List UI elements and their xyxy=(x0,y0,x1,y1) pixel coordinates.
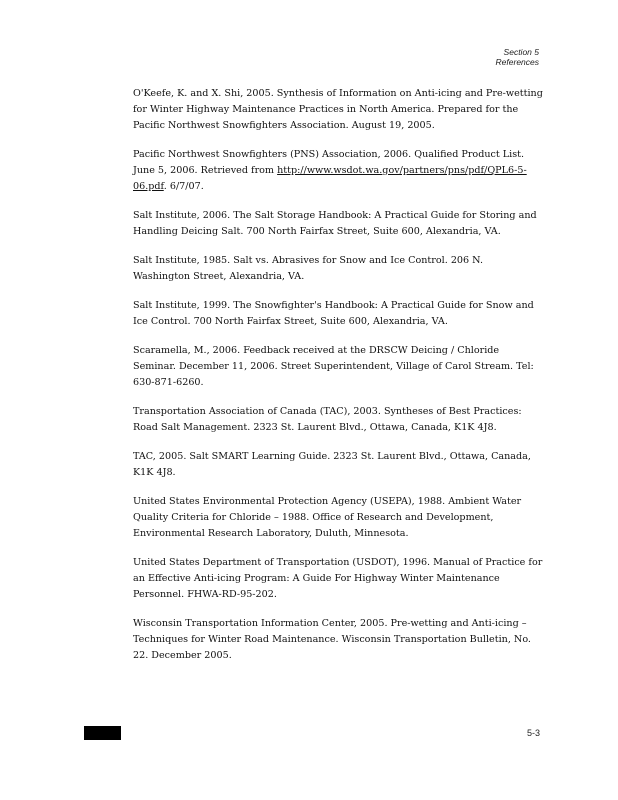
page-number: 5-3 xyxy=(526,728,540,738)
reference-item: Wisconsin Transportation Information Center, 2005. Pre-wetting and Anti-icing – Techniques for Winter Road Maintenance. Wisconsin Transportation Bulletin, No. 22. December 2005. xyxy=(133,618,531,661)
reference-item: Scaramella, M., 2006. Feedback received at the DRSCW Deicing / Chloride Seminar. December 11, 2006. Street Superintendent, Village of Carol Stream. Tel: 630-871-6260. xyxy=(133,345,534,388)
running-header xyxy=(496,47,539,67)
reference-item: Salt Institute, 1999. The Snowfighter's Handbook: A Practical Guide for Snow and Ice Control. 700 North Fairfax Street, Suite 600, Alexandria, VA. xyxy=(133,300,534,327)
header-section: Section 5 xyxy=(503,47,539,57)
reference-item: Transportation Association of Canada (TAC), 2003. Syntheses of Best Practices: Road Salt Management. 2323 St. Laurent Blvd., Ottawa, Canada, K1K 4J8. xyxy=(133,406,522,433)
reference-item: United States Environmental Protection Agency (USEPA), 1988. Ambient Water Quality Criteria for Chloride – 1988. Office of Research and Development, Environmental Research Laboratory, Duluth, Minnesota. xyxy=(133,496,522,539)
reference-item: Salt Institute, 2006. The Salt Storage Handbook: A Practical Guide for Storing and Handling Deicing Salt. 700 North Fairfax Street, Suite 600, Alexandria, VA. xyxy=(133,210,537,237)
reference-item: Salt Institute, 1985. Salt vs. Abrasives for Snow and Ice Control. 206 N. Washington Street, Alexandria, VA. xyxy=(133,255,484,282)
reference-list xyxy=(133,86,543,677)
reference-item: United States Department of Transportation (USDOT), 1996. Manual of Practice for an Effective Anti-icing Program: A Guide For Highway Winter Maintenance Personnel. FHWA-RD-95-202. xyxy=(133,557,543,600)
reference-link[interactable]: http://www.wsdot.wa.gov/partners/pns/pdf/QPL6-5-06.pdf xyxy=(133,165,527,192)
reference-item: O'Keefe, K. and X. Shi, 2005. Synthesis of Information on Anti-icing and Pre-wetting for Winter Highway Maintenance Practices in North America. Prepared for the Pacific Northwest Snowfighters Association. August 19, 2005. xyxy=(133,88,543,131)
header-title: References xyxy=(495,57,539,67)
reference-item: Pacific Northwest Snowfighters (PNS) Association, 2006. Qualified Product List. June 5, 2006. Retrieved from http://www.wsdot.wa.gov/partners/pns/pdf/QPL6-5-06.pdf. 6/7/07. xyxy=(133,149,527,192)
reference-item: TAC, 2005. Salt SMART Learning Guide. 2323 St. Laurent Blvd., Ottawa, Canada, K1K 4J8. xyxy=(133,451,531,478)
footer-bar xyxy=(84,726,121,740)
